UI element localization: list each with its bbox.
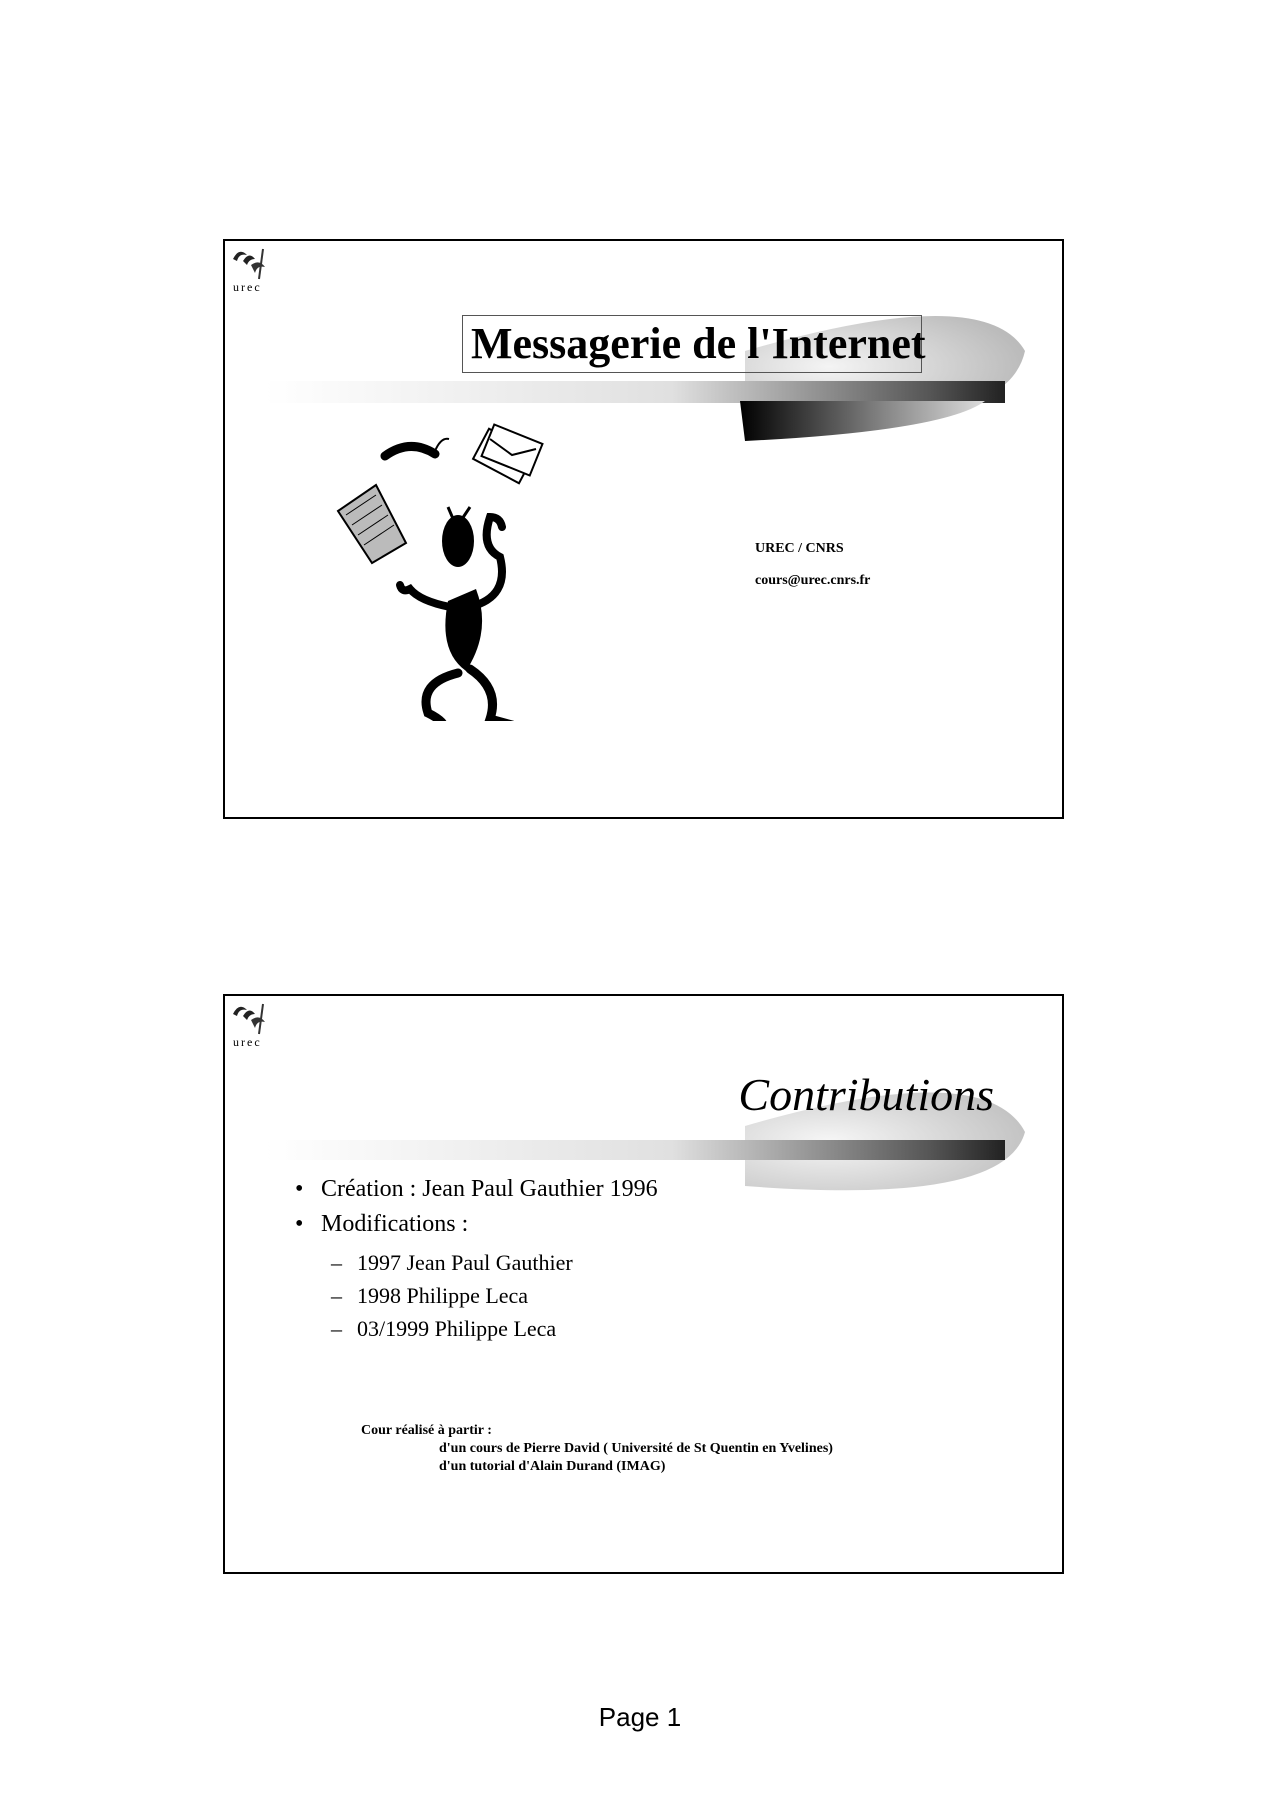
contact-email: cours@urec.cnrs.fr <box>755 573 871 588</box>
envelopes-icon <box>473 424 542 483</box>
credits-line: d'un cours de Pierre David ( Université de St Quentin en Yvelines) <box>439 1441 833 1456</box>
slide-2 <box>223 994 1064 1574</box>
credits-line: d'un tutorial d'Alain Durand (IMAG) <box>439 1459 666 1474</box>
slide-title: Messagerie de l'Internet <box>462 315 922 373</box>
list-item: • Modifications : <box>291 1211 658 1238</box>
svg-text:urec: urec <box>233 280 262 294</box>
list-item: – 03/1999 Philippe Leca <box>331 1316 573 1342</box>
page-number: Page 1 <box>598 1702 682 1732</box>
list-item: – 1998 Philippe Leca <box>331 1283 573 1309</box>
slide-1 <box>223 239 1064 819</box>
telephone-icon <box>385 439 449 456</box>
list-item: • Création : Jean Paul Gauthier 1996 <box>291 1176 658 1203</box>
contact-organization: UREC / CNRS <box>755 541 844 556</box>
sub-bullet-list <box>331 1250 573 1349</box>
credits-note <box>361 1422 833 1476</box>
bullet-list <box>291 1176 658 1246</box>
svg-text:urec: urec <box>233 1035 262 1049</box>
list-item: – 1997 Jean Paul Gauthier <box>331 1250 573 1276</box>
credits-intro: Cour réalisé à partir : <box>361 1423 492 1438</box>
juggler-illustration <box>330 411 570 721</box>
slide-title: Contributions <box>738 1069 994 1120</box>
juggler-figure-icon <box>400 507 512 721</box>
keyboard-icon <box>338 485 406 563</box>
